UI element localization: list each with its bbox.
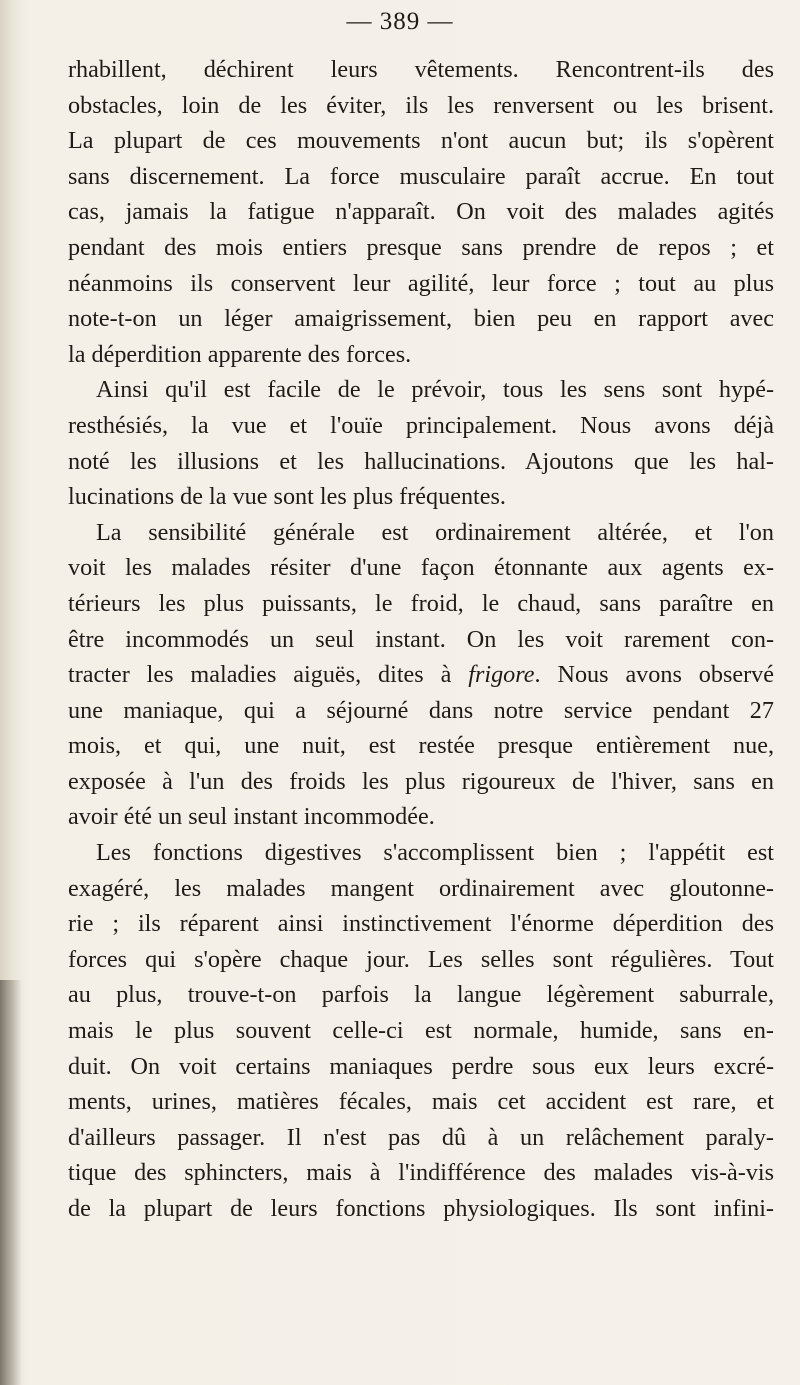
text-line: pendant des mois entiers presque sans prendre de repos ; et xyxy=(68,233,774,261)
text-line: Ainsi qu'il est facile de le prévoir, tous les sens sont hypé- xyxy=(96,376,774,404)
text-line: être incommodés un seul instant. On les voit rarement con- xyxy=(68,625,774,653)
text-line: rhabillent, déchirent leurs vêtements. Rencontrent-ils des xyxy=(68,56,774,83)
text-line: ments, urines, matières fécales, mais cet accident est rare, et xyxy=(68,1088,774,1116)
text-line: Les fonctions digestives s'accomplissent bien ; l'appétit est xyxy=(96,839,774,867)
text-line: noté les illusions et les hallucinations. Ajoutons que les hal- xyxy=(68,447,774,475)
text-line: néanmoins ils conservent leur agilité, leur force ; tout au plus xyxy=(68,269,774,297)
text-line: obstacles, loin de les éviter, ils les renversent ou les brisent. xyxy=(68,91,774,119)
text-line: La plupart de ces mouvements n'ont aucun but; ils s'opèrent xyxy=(68,127,774,155)
body-text xyxy=(68,52,774,1227)
text-line: mais le plus souvent celle-ci est normale, humide, sans en- xyxy=(68,1017,774,1045)
page-number: — 389 — xyxy=(346,8,454,35)
text-line: avoir été un seul instant incommodée. xyxy=(68,803,435,831)
text-line: d'ailleurs passager. Il n'est pas dû à un relâchement paraly- xyxy=(68,1123,774,1151)
italic-term: frigore xyxy=(468,661,535,689)
text-line: la déperdition apparente des forces. xyxy=(68,340,412,368)
text-line: sans discernement. La force musculaire paraît accrue. En tout xyxy=(68,162,774,190)
text-line: tique des sphincters, mais à l'indifférence des malades vis-à-vis xyxy=(68,1159,774,1187)
text-line: forces qui s'opère chaque jour. Les selles sont régulières. Tout xyxy=(68,945,774,973)
text-segment: . Nous avons observé xyxy=(534,661,774,689)
text-line: duit. On voit certains maniaques perdre sous eux leurs excré- xyxy=(68,1052,774,1080)
page-edge-shadow xyxy=(0,980,22,1385)
text-line: lucinations de la vue sont les plus fréquentes. xyxy=(68,483,506,511)
text-line: voit les malades résiter d'une façon étonnante aux agents ex- xyxy=(68,554,774,582)
text-line: une maniaque, qui a séjourné dans notre service pendant 27 xyxy=(68,696,774,724)
text-line: cas, jamais la fatigue n'apparaît. On voit des malades agités xyxy=(68,198,774,226)
text-line: au plus, trouve-t-on parfois la langue légèrement saburrale, xyxy=(68,981,774,1009)
text-line: resthésiés, la vue et l'ouïe principalement. Nous avons déjà xyxy=(68,411,774,439)
text-line: La sensibilité générale est ordinairement altérée, et l'on xyxy=(96,518,774,546)
text-line: exposée à l'un des froids les plus rigoureux de l'hiver, sans en xyxy=(68,767,774,795)
text-line: exagéré, les malades mangent ordinairement avec gloutonne- xyxy=(68,874,774,902)
text-segment: tracter les maladies aiguës, dites à xyxy=(68,661,469,689)
text-line: rie ; ils réparent ainsi instinctivement l'énorme déperdition des xyxy=(68,910,774,938)
text-line: de la plupart de leurs fonctions physiologiques. Ils sont infini- xyxy=(68,1195,774,1222)
text-line: note-t-on un léger amaigrissement, bien peu en rapport avec xyxy=(68,305,774,333)
text-line: térieurs les plus puissants, le froid, le chaud, sans paraître en xyxy=(68,589,774,617)
text-line: mois, et qui, une nuit, est restée presque entièrement nue, xyxy=(68,732,774,760)
text-line xyxy=(68,657,774,693)
